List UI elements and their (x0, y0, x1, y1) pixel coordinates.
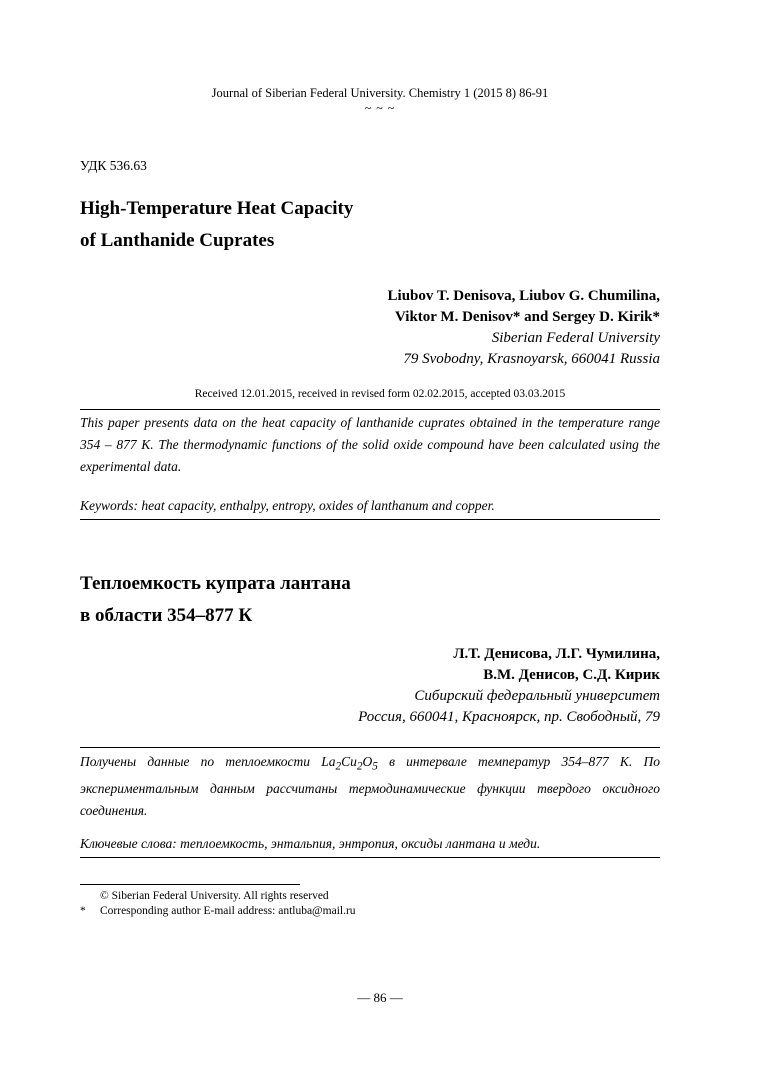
footnote-star: * (80, 905, 86, 917)
header-separator: ~ ~ ~ (364, 101, 396, 115)
russian-authors-block (358, 644, 660, 728)
udk-code: УДК 536.63 (80, 158, 147, 173)
russian-keywords: Ключевые слова: теплоемкость, энтальпия, энтропия, оксиды лантана и меди. (80, 836, 541, 851)
received-dates: Received 12.01.2015, received in revised form 02.02.2015, accepted 03.03.2015 (194, 388, 566, 400)
english-affiliation-line1: Siberian Federal University (491, 330, 660, 346)
footnote-rule (80, 884, 300, 885)
english-authors-block (388, 286, 660, 370)
chemical-formula: $La_2Cu_2O_5$ (321, 754, 378, 773)
russian-affiliation-line2: Россия, 660041, Красноярск, пр. Свободный, 79 (358, 709, 660, 725)
russian-title (80, 568, 351, 632)
english-title-line1: High-Temperature Heat Capacity (80, 198, 354, 219)
russian-authors-line1: Л.Т. Денисова, Л.Г. Чумилина, (453, 646, 660, 662)
english-authors-line1: Liubov T. Denisova, Liubov G. Chumilina, (387, 288, 660, 304)
english-affiliation-line2: 79 Svobodny, Krasnoyarsk, 660041 Russia (403, 351, 660, 367)
english-keywords: Keywords: heat capacity, enthalpy, entropy, oxides of lanthanum and copper. (80, 498, 495, 513)
corresponding-author-email: Corresponding author E-mail address: antluba@mail.ru (100, 905, 356, 917)
abstract-top-rule-ru (80, 747, 660, 748)
russian-abstract-part1: Получены данные по теплоемкости (80, 754, 322, 769)
page-number: ― 86 ― (357, 990, 403, 1005)
english-abstract: This paper presents data on the heat capacity of lanthanide cuprates obtained in the temperature range 354 – 877 K. The thermodynamic functions of the solid oxide compound have been calculated using the experimental data. (80, 415, 660, 474)
russian-affiliation-line1: Сибирский федеральный университет (414, 688, 660, 704)
abstract-bottom-rule-en (80, 519, 660, 520)
footnote-corresponding (80, 904, 356, 919)
abstract-top-rule-en (80, 409, 660, 410)
russian-title-line1: Теплоемкость купрата лантана (80, 573, 351, 594)
footnote-copyright: © Siberian Federal University. All rights reserved (100, 890, 329, 902)
journal-header: Journal of Siberian Federal University. Chemistry 1 (2015 8) 86-91 (211, 86, 549, 100)
english-title (80, 193, 353, 257)
russian-title-line2: в области 354–877 К (80, 605, 253, 626)
russian-abstract-part2: в интервале температур 354–877 К. По экспериментальным данным рассчитаны термодинамические функции твердого оксидного соединения. (80, 754, 660, 818)
russian-abstract (80, 751, 660, 822)
abstract-bottom-rule-ru (80, 857, 660, 858)
english-title-line2: of Lanthanide Cuprates (80, 230, 275, 251)
english-authors-line2: Viktor M. Denisov* and Sergey D. Kirik* (395, 309, 660, 325)
russian-authors-line2: В.М. Денисов, С.Д. Кирик (483, 667, 660, 683)
